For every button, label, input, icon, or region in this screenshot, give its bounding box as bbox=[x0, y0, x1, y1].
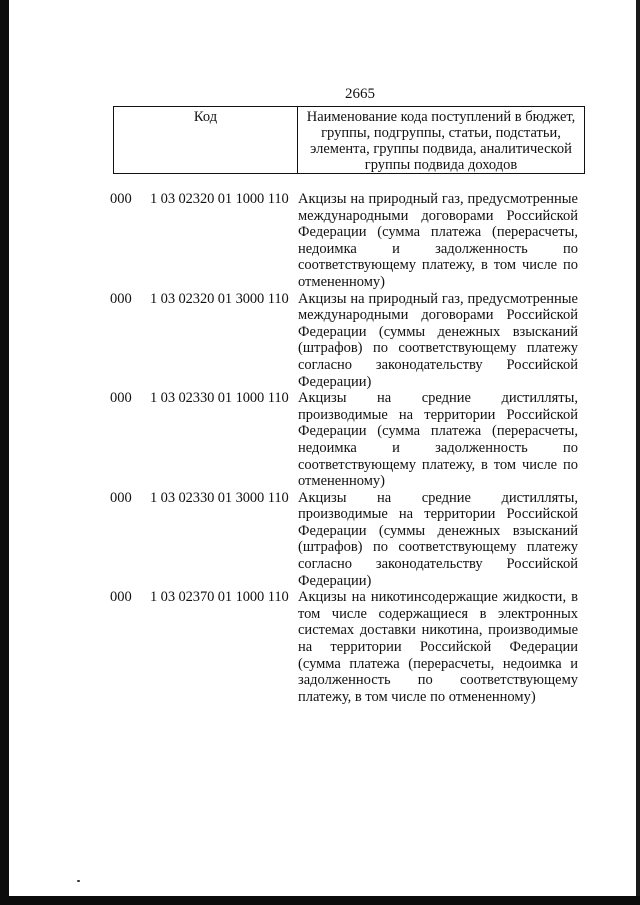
header-name-column: Наименование кода поступлений в бюджет, группы, подгруппы, статьи, подстатьи, элемента, группы подвида, аналитической группы подвида доходов bbox=[306, 109, 576, 173]
entry-admin-code: 000 bbox=[110, 191, 132, 207]
scan-border-right bbox=[636, 0, 640, 905]
entry-row bbox=[110, 291, 590, 391]
entry-budget-code: 1 03 02370 01 1000 110 bbox=[150, 589, 289, 606]
scan-border-bottom bbox=[0, 896, 640, 905]
entry-admin-code: 000 bbox=[110, 290, 132, 307]
entry-description: Акцизы на средние дистилляты, производимые на территории Российской Федерации (сумма платежа (перерасчеты, недоимка и задолженность по соответствующему платежу, в том числе по отмененному) bbox=[298, 390, 578, 490]
page-number: 2665 bbox=[345, 86, 375, 102]
entry-description: Акцизы на природный газ, предусмотренные международными договорами Российской Федерации (суммы денежных взысканий (штрафов) по соответствующему платежу согласно законодательству Российской Федерации) bbox=[298, 290, 578, 390]
entry-admin-code: 000 bbox=[110, 489, 132, 506]
entry-row bbox=[110, 589, 590, 705]
entry-description: Акцизы на средние дистилляты, производимые на территории Российской Федерации (суммы денежных взысканий (штрафов) по соответствующему платежу согласно законодательству Российской Федерации) bbox=[298, 489, 578, 589]
entry-row bbox=[110, 390, 590, 490]
entry-budget-code: 1 03 02320 01 3000 110 bbox=[150, 290, 289, 307]
entry-description: Акцизы на никотинсодержащие жидкости, в том числе содержащиеся в электронных системах доставки никотина, производимые на территории Российской Федерации (сумма платежа (перерасчеты, недоимка и задолженность по соответствующему платежу, в том числе по отмененному) bbox=[298, 589, 578, 705]
entry-admin-code: 000 bbox=[110, 589, 132, 606]
entries-list bbox=[110, 191, 590, 705]
scan-border-left bbox=[0, 0, 9, 905]
entry-description: Акцизы на природный газ, предусмотренные международными договорами Российской Федерации (сумма платежа (перерасчеты, недоимка и задолженность по соответствующему платежу, в том числе по отмененному) bbox=[298, 191, 578, 290]
entry-admin-code: 000 bbox=[110, 390, 132, 407]
entry-budget-code: 1 03 02330 01 1000 110 bbox=[150, 390, 289, 407]
entry-row bbox=[110, 191, 590, 291]
entry-budget-code: 1 03 02330 01 3000 110 bbox=[150, 489, 289, 506]
header-code-column: Код bbox=[114, 107, 298, 173]
table-header bbox=[113, 106, 585, 174]
scan-speck bbox=[77, 880, 80, 882]
entry-budget-code: 1 03 02320 01 1000 110 bbox=[150, 191, 289, 207]
entry-row bbox=[110, 490, 590, 590]
